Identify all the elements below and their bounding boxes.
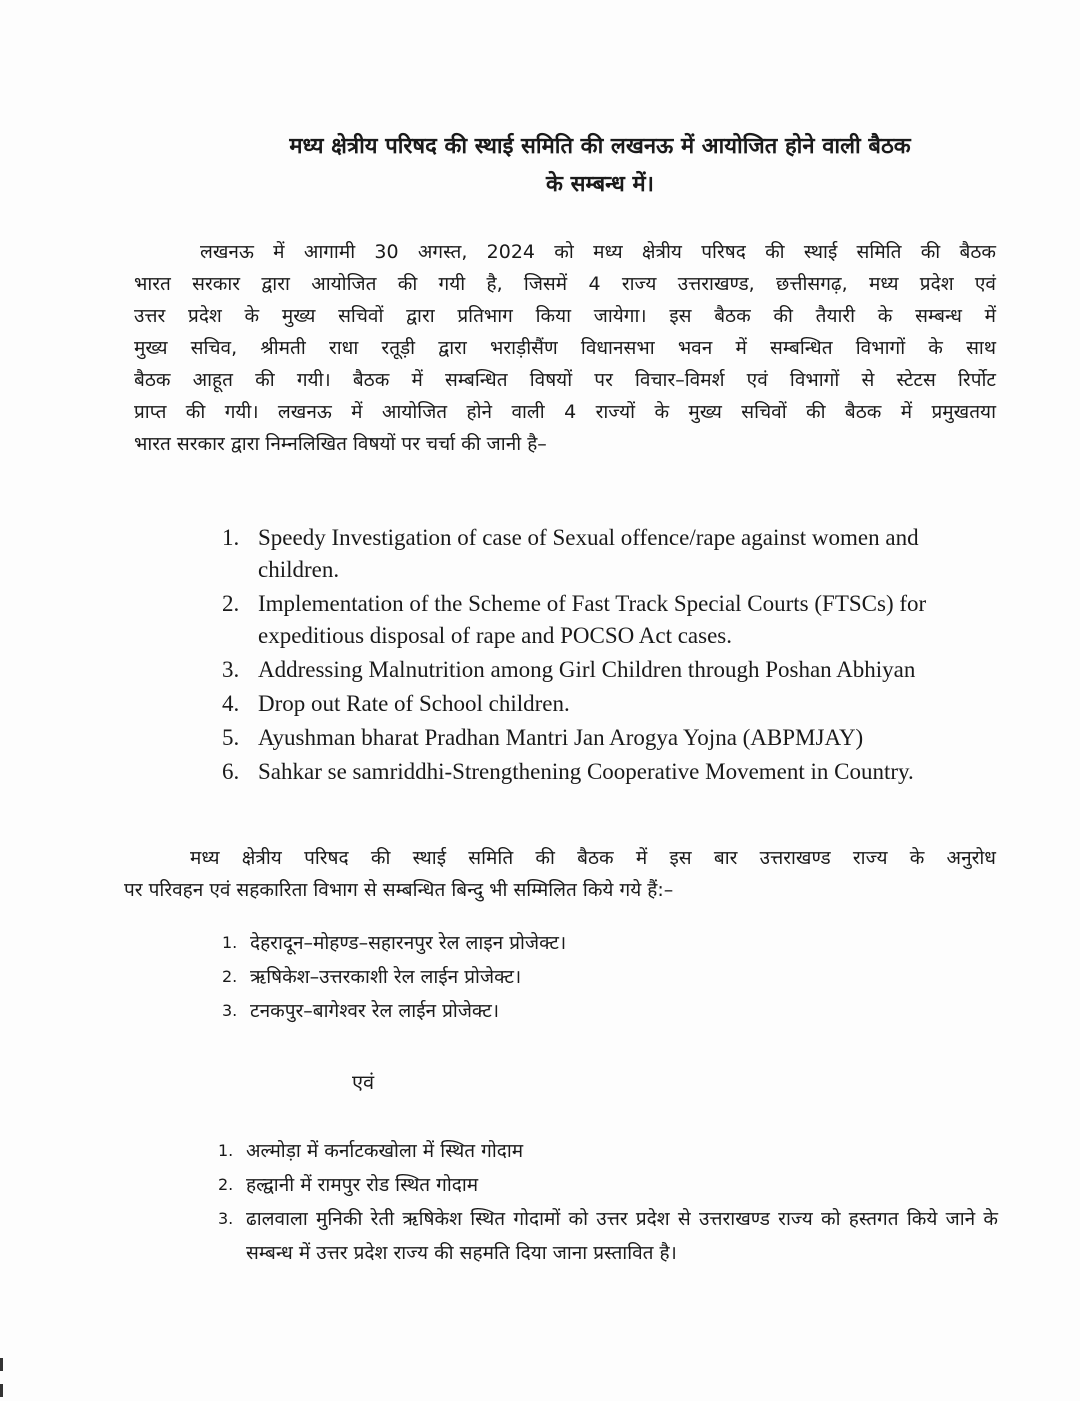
title-line-2: के सम्बन्ध में। <box>546 172 654 197</box>
scan-edge-mark <box>0 1358 3 1371</box>
second-paragraph <box>124 842 996 906</box>
list-item: 3. Addressing Malnutrition among Girl Children through Poshan Abhiyan <box>222 657 916 682</box>
list-item: 3. ढालवाला मुनिकी रेती ऋषिकेश स्थित गोदामों को उत्तर प्रदेश से उत्तराखण्ड राज्य को हस्तगत किये जाने के सम्बन्ध में उत्तर प्रदेश राज्य की सहमति दिया जाना प्रस्तावित है। <box>218 1208 998 1264</box>
list-item: 1. अल्मोड़ा में कर्नाटकखोला में स्थित गोदाम <box>218 1140 524 1162</box>
list-item: 1. देहरादून–मोहण्ड–सहारनपुर रेल लाइन प्रोजेक्ट। <box>222 932 567 954</box>
rail-projects-list <box>222 926 1002 1028</box>
paragraph-line: भारत सरकार द्वारा आयोजित की गयी है, जिसमें 4 राज्य उत्तराखण्ड, छत्तीसगढ़, मध्य प्रदेश एवं <box>134 273 996 295</box>
paragraph-line: लखनऊ में आगामी 30 अगस्त, 2024 को मध्य क्षेत्रीय परिषद की स्थाई समिति की बैठक <box>200 241 996 263</box>
paragraph-line: मुख्य सचिव, श्रीमती राधा रतूड़ी द्वारा भराड़ीसैंण विधानसभा भवन में सम्बन्धित विभागों के साथ <box>134 337 996 359</box>
document-title <box>150 128 1050 204</box>
list-item: 5. Ayushman bharat Pradhan Mantri Jan Arogya Yojna (ABPMJAY) <box>222 725 864 750</box>
intro-paragraph <box>134 236 996 460</box>
discussion-topics-list <box>222 522 1002 790</box>
godam-list <box>218 1134 998 1270</box>
list-item: 2. हल्द्वानी में रामपुर रोड स्थित गोदाम <box>218 1174 479 1196</box>
paragraph-line: मध्य क्षेत्रीय परिषद की स्थाई समिति की बैठक में इस बार उत्तराखण्ड राज्य के अनुरोध <box>190 847 996 869</box>
paragraph-line: भारत सरकार द्वारा निम्नलिखित विषयों पर चर्चा की जानी है– <box>134 433 547 455</box>
list-item: 2. Implementation of the Scheme of Fast Track Special Courts (FTSCs) for expeditious disposal of rape and POCSO Act cases. <box>222 591 927 648</box>
list-item: 4. Drop out Rate of School children. <box>222 691 570 716</box>
paragraph-line: प्राप्त की गयी। लखनऊ में आयोजित होने वाली 4 राज्यों के मुख्य सचिवों की बैठक में प्रमुखतया <box>134 401 996 423</box>
list-item: 3. टनकपुर–बागेश्वर रेल लाईन प्रोजेक्ट। <box>222 1000 500 1022</box>
list-item: 6. Sahkar se samriddhi-Strengthening Cooperative Movement in Country. <box>222 759 914 784</box>
list-item: 1. Speedy Investigation of case of Sexual offence/rape against women and children. <box>222 525 919 582</box>
scan-edge-mark <box>0 1384 3 1397</box>
paragraph-line: उत्तर प्रदेश के मुख्य सचिवों द्वारा प्रतिभाग किया जायेगा। इस बैठक की तैयारी के सम्बन्ध में <box>134 305 996 327</box>
paragraph-line: पर परिवहन एवं सहकारिता विभाग से सम्बन्धित बिन्दु भी सम्मिलित किये गये हैं:– <box>124 879 674 901</box>
conjunction-evam: एवं <box>352 1070 375 1094</box>
list-item: 2. ऋषिकेश–उत्तरकाशी रेल लाईन प्रोजेक्ट। <box>222 966 522 988</box>
paragraph-line: बैठक आहूत की गयी। बैठक में सम्बन्धित विषयों पर विचार–विमर्श एवं विभागों से स्टेटस रिर्पोट <box>134 369 996 391</box>
title-line-1: मध्य क्षेत्रीय परिषद की स्थाई समिति की लखनऊ में आयोजित होने वाली बैठक <box>289 134 911 159</box>
